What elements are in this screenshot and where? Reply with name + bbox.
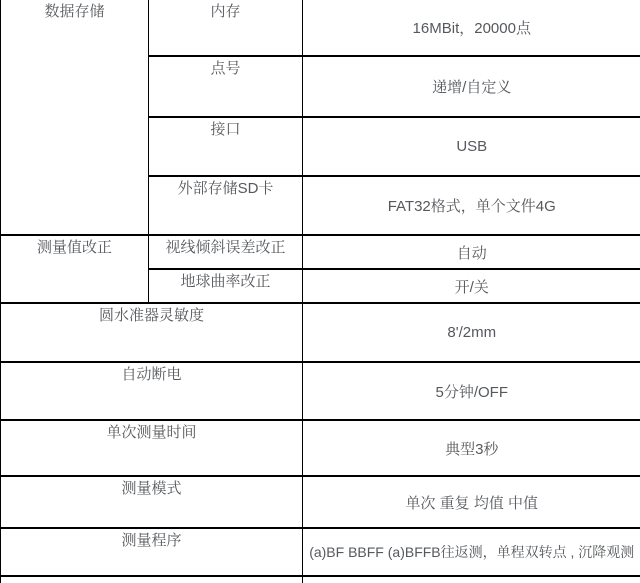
value-cell-interface: USB [303,117,640,176]
partial-label-cell [1,576,303,583]
label-cell-auto-power-off: 自动断电 [1,362,303,420]
label-cell-interface: 接口 [149,117,303,176]
label-cell-circular-level-sensitivity: 圆水准器灵敏度 [1,303,303,362]
value-cell-point-number: 递增/自定义 [303,56,640,117]
value-cell-sd-card: FAT32格式，单个文件4G [303,176,640,235]
table-row [1,420,640,476]
table-row [1,362,640,420]
label-cell-single-measurement-time: 单次测量时间 [1,420,303,476]
group-cell-measurement-correction: 测量值改正 [1,235,149,303]
value-cell-measurement-program: (a)BF BBFF (a)BFFB往返测，单程双转点 , 沉降观测 [303,528,640,576]
table-row-partial [1,576,640,583]
group-cell-data-storage: 数据存储 [1,0,149,235]
value-cell-single-measurement-time: 典型3秒 [303,420,640,476]
label-cell-point-number: 点号 [149,56,303,117]
label-cell-line-of-sight-tilt: 视线倾斜误差改正 [149,235,303,269]
label-cell-sd-card: 外部存储SD卡 [149,176,303,235]
table-row [1,476,640,528]
table-row [1,0,640,56]
table-row [1,235,640,269]
value-cell-measurement-mode: 单次 重复 均值 中值 [303,476,640,528]
label-cell-measurement-program: 测量程序 [1,528,303,576]
value-cell-line-of-sight-tilt: 自动 [303,235,640,269]
value-cell-memory: 16MBit，20000点 [303,0,640,56]
label-cell-memory: 内存 [149,0,303,56]
value-cell-circular-level-sensitivity: 8'/2mm [303,303,640,362]
value-cell-earth-curvature: 开/关 [303,269,640,303]
partial-value-cell [303,576,640,583]
table-row [1,303,640,362]
value-cell-auto-power-off: 5分钟/OFF [303,362,640,420]
label-cell-measurement-mode: 测量模式 [1,476,303,528]
label-cell-earth-curvature: 地球曲率改正 [149,269,303,303]
table-row [1,528,640,576]
